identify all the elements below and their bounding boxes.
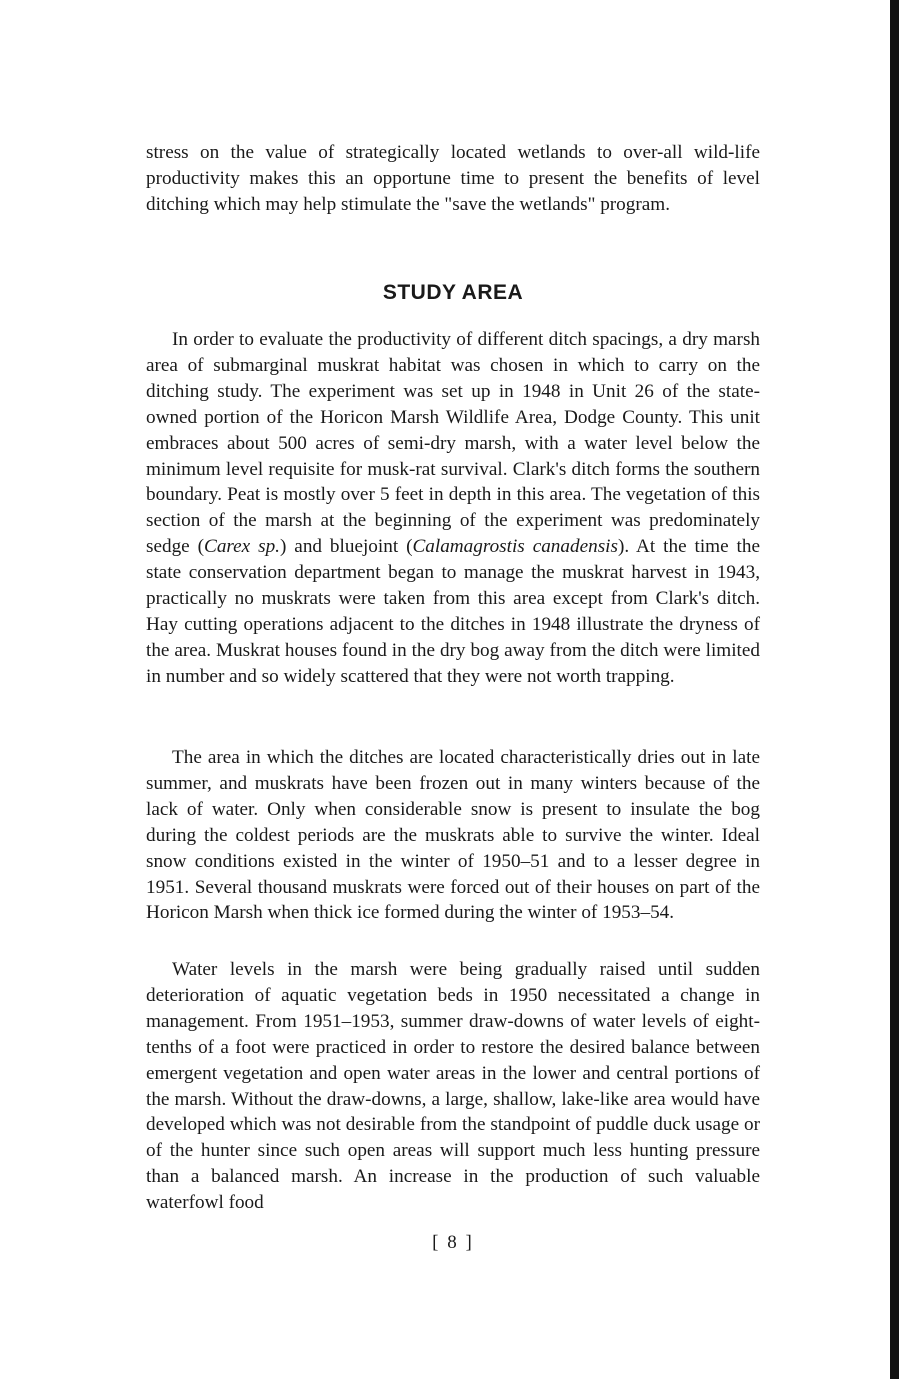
intro-paragraph-block — [146, 140, 760, 218]
paragraph-1-text-middle: ) and bluejoint ( — [279, 536, 413, 558]
page-edge-border — [890, 0, 899, 1379]
species-name-carex: Carex sp. — [204, 536, 280, 558]
section-heading: STUDY AREA — [382, 281, 524, 304]
page-number: [ 8 ] — [432, 1232, 474, 1253]
study-area-paragraph-2-block — [146, 745, 760, 926]
intro-paragraph: stress on the value of strategically located wetlands to over-all wild-life productivity makes this an opportune time to present the benefits of level ditching which may help stimulate the "save the wetlands" program. — [146, 142, 760, 215]
study-area-paragraph-1 — [146, 327, 760, 690]
study-area-paragraph-2: The area in which the ditches are located characteristically dries out in late summer, and muskrats have been frozen out in many winters because of the lack of water. Only when considerable snow is present to insulate the bog during the coldest periods are the muskrats able to survive the winter. Ideal snow conditions existed in the winter of 1950–51 and to a lesser degree in 1951. Several thousand muskrats were forced out of their houses on part of the Horicon Marsh when thick ice formed during the winter of 1953–54. — [146, 747, 760, 924]
study-area-paragraph-3: Water levels in the marsh were being gradually raised until sudden deterioration of aquatic vegetation beds in 1950 necessitated a change in management. From 1951–1953, summer draw-downs of water levels of eight-tenths of a foot were practiced in order to restore the desired balance between emergent vegetation and open water areas in the lower and central portions of the marsh. Without the draw-downs, a large, shallow, lake-like area would have developed which was not desirable from the standpoint of puddle duck usage or of the hunter since such open areas will support much less hunting pressure than a balanced marsh. An increase in the production of such valuable waterfowl food — [146, 959, 760, 1214]
paragraph-1-text-end: ). At the time the state conservation department began to manage the muskrat harvest in 1943, practically no muskrats were taken from this area except from Clark's ditch. Hay cutting operations adjacent to the ditches in 1948 illustrate the dryness of the area. Muskrat houses found in the dry bog away from the ditch were limited in number and so widely scattered that they were not worth trapping. — [146, 536, 760, 687]
study-area-paragraph-3-block — [146, 957, 760, 1216]
study-area-paragraph-1-block — [146, 327, 760, 690]
species-name-calamagrostis: Calamagrostis canadensis — [412, 536, 618, 558]
paragraph-1-text-start: In order to evaluate the productivity of different ditch spacings, a dry marsh area of submarginal muskrat habitat was chosen in which to carry on the ditching study. The experiment was set up in 1948 in Unit 26 of the state-owned portion of the Horicon Marsh Wildlife Area, Dodge County. This unit embraces about 500 acres of semi-dry marsh, with a water level below the minimum level requisite for musk-rat survival. Clark's ditch forms the southern boundary. Peat is mostly over 5 feet in depth in this area. The vegetation of this section of the marsh at the beginning of the experiment was predominately sedge ( — [146, 329, 760, 558]
